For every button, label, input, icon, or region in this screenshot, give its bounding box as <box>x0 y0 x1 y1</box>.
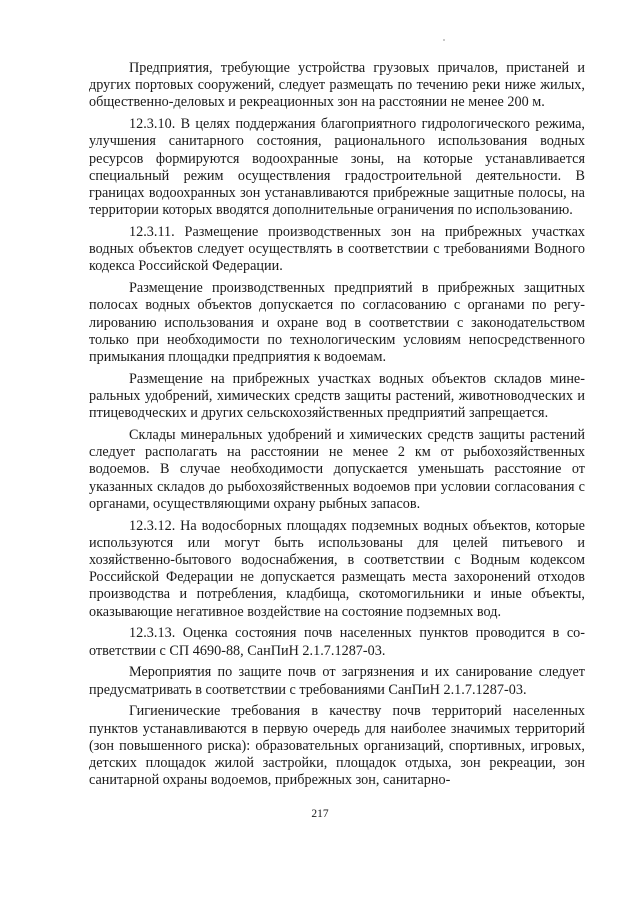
text-column <box>89 60 585 794</box>
paragraph-12-3-11: 12.3.11. Размещение производственных зон на прибрежных участках водных объектов следует осуществлять в соответствии с требованиями Водного кодекса Российской Федерации. <box>89 224 585 275</box>
paragraph-protective-strips: Размещение производственных предприятий в прибрежных защитных полосах водных объектов допускается по согласованию с органами по регулированию использования и охране вод в соответствии с законодательством только при необходимости по технологическим условиям непосредственного примыкания площадки предприятия к водоемам. <box>89 280 585 366</box>
paragraph-soil-protection: Мероприятия по защите почв от загрязнения и их санирование следует предусматривать в соответствии с требованиями СанПиН 2.1.7.1287-03. <box>89 664 585 698</box>
page-number: 217 <box>311 808 329 820</box>
paragraph-ports: Предприятия, требующие устройства грузовых причалов, пристаней и других портовых сооружений, следует размещать по течению реки ниже жилых, общественно-деловых и рекреационных зон на расстоянии не менее 200 м. <box>89 60 585 111</box>
scan-speck <box>443 39 445 41</box>
paragraph-12-3-10: 12.3.10. В целях поддержания благоприятного гидрологического режима, улучшения санитарного состояния, рационального использования водных ресурсов формируются водоохранные зоны, на которые устанавливается специальный режим осуществления градостроительной деятельности. В границах водоохранных зон устанавливаются прибрежные защитные полосы, на территории которых вводятся дополнительные ограничения по использованию. <box>89 116 585 219</box>
paragraph-12-3-13: 12.3.13. Оценка состояния почв населенных пунктов проводится в соответствии с СП 4690-88, СанПиН 2.1.7.1287-03. <box>89 625 585 659</box>
paragraph-hygienic-requirements: Гигиенические требования в качеству почв территорий населенных пунктов устанавливаются в первую очередь для наиболее значимых территорий (зон повышенного риска): образовательных организаций, спортивных, игровых, детских площадок жилой застройки, площадок отдыха, зон рекреации, зон санитарной охраны водоемов, прибрежных зон, санитарно- <box>89 703 585 789</box>
paragraph-fertilizer-warehouses-ban: Размещение на прибрежных участках водных объектов складов минеральных удобрений, химических средств защиты растений, животноводческих и птицеводческих и других сельскохозяйственных предприятий запрещается. <box>89 370 585 422</box>
paragraph-12-3-12: 12.3.12. На водосборных площадях подземных водных объектов, которые используются или могут быть использованы для целей питьевого и хозяйственно-бытового водоснабжения, в соответствии с Водным кодексом Российской Федерации не допускается размещать места захоронений отходов производства и потребления, кладбища, скотомогильники и иные объекты, оказывающие негативное воздействие на состояние подземных вод. <box>89 517 585 620</box>
paragraph-fertilizer-distance: Склады минеральных удобрений и химических средств защиты растений следует располагать на расстоянии не менее 2 км от рыбохозяйственных водоемов. В случае необходимости допускается уменьшать расстояние от указанных складов до рыбохозяйственных водоемов при условии согласования с органами, осуществляющими охрану рыбных запасов. <box>89 427 585 512</box>
